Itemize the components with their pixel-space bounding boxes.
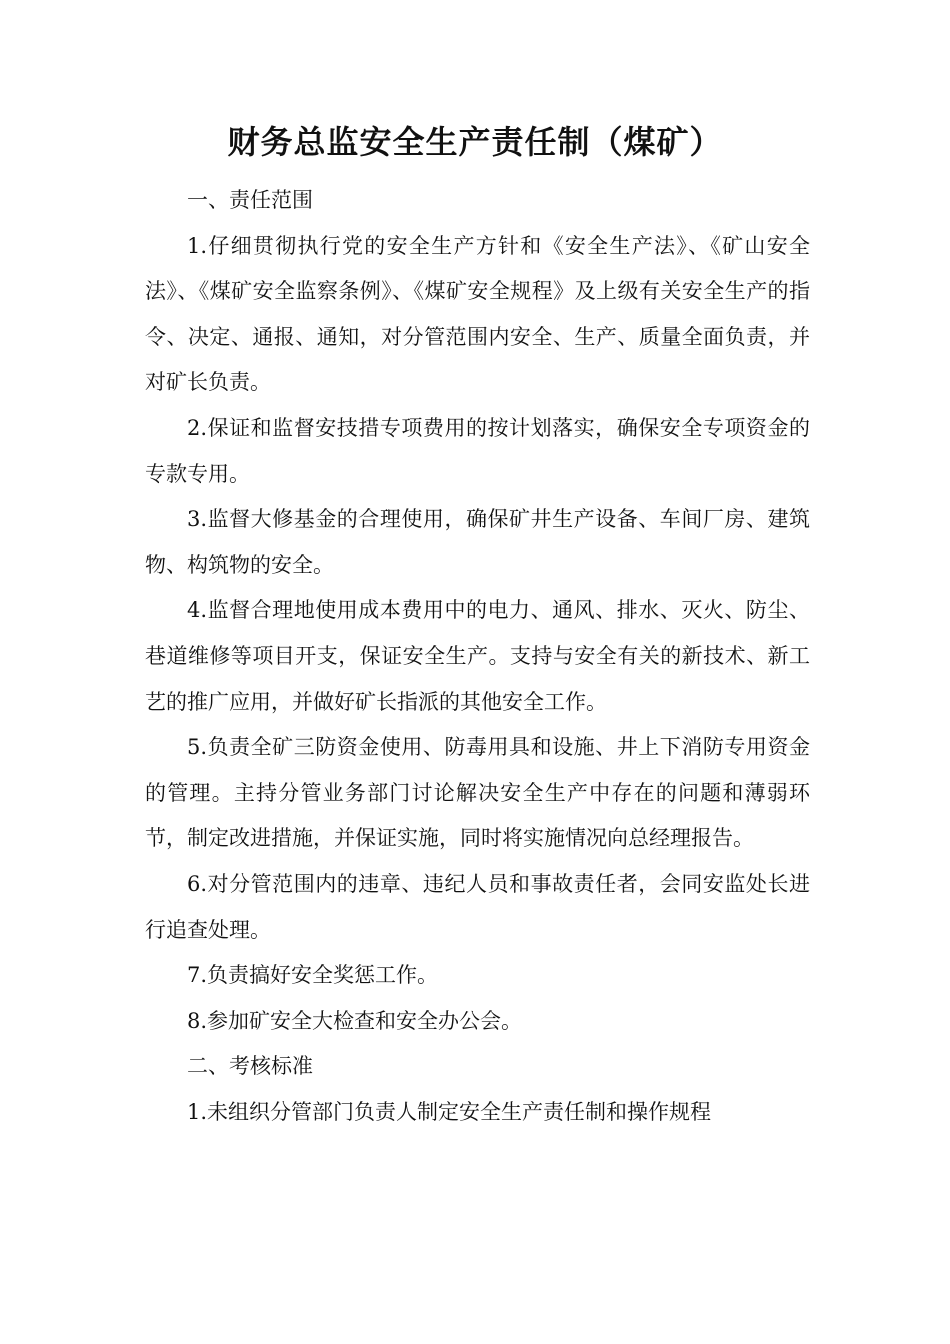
section-heading-responsibility-scope: 一、责任范围 — [187, 188, 313, 212]
paragraph-item-7: 7.负责搞好安全奖惩工作。 — [187, 963, 439, 988]
paragraph-assessment-item-1: 1.未组织分管部门负责人制定安全生产责任制和操作规程 — [187, 1099, 712, 1124]
document-title: 财务总监安全生产责任制（煤矿） — [227, 123, 723, 161]
paragraph-item-8: 8.参加矿安全大检查和安全办公会。 — [187, 1008, 523, 1033]
paragraph-item-5: 5.负责全矿三防资金使用、防毒用具和设施、井上下消防专用资金的管理。主持分管业务部门讨论解决安全生产中存在的问题和薄弱环节，制定改进措施，并保证实施，同时将实施情况向总经理报告。 — [145, 735, 810, 851]
paragraph-item-3: 3.监督大修基金的合理使用，确保矿井生产设备、车间厂房、建筑物、构筑物的安全。 — [145, 507, 810, 577]
paragraph-item-1: 1.仔细贯彻执行党的安全生产方针和《安全生产法》、《矿山安全法》、《煤矿安全监察条例》、《煤矿安全规程》及上级有关安全生产的指令、决定、通报、通知，对分管范围内安全、生产、质量全面负责，并对矿长负责。 — [145, 233, 810, 395]
section-heading-assessment-criteria: 二、考核标准 — [187, 1054, 313, 1079]
document-body — [145, 178, 810, 1135]
paragraph-item-4: 4.监督合理地使用成本费用中的电力、通风、排水、灭火、防尘、巷道维修等项目开支，保证安全生产。支持与安全有关的新技术、新工艺的推广应用，并做好矿长指派的其他安全工作。 — [145, 598, 810, 714]
paragraph-item-2: 2.保证和监督安技措专项费用的按计划落实，确保安全专项资金的专款专用。 — [145, 415, 810, 486]
paragraph-item-6: 6.对分管范围内的违章、违纪人员和事故责任者，会同安监处长进行追查处理。 — [145, 871, 810, 942]
